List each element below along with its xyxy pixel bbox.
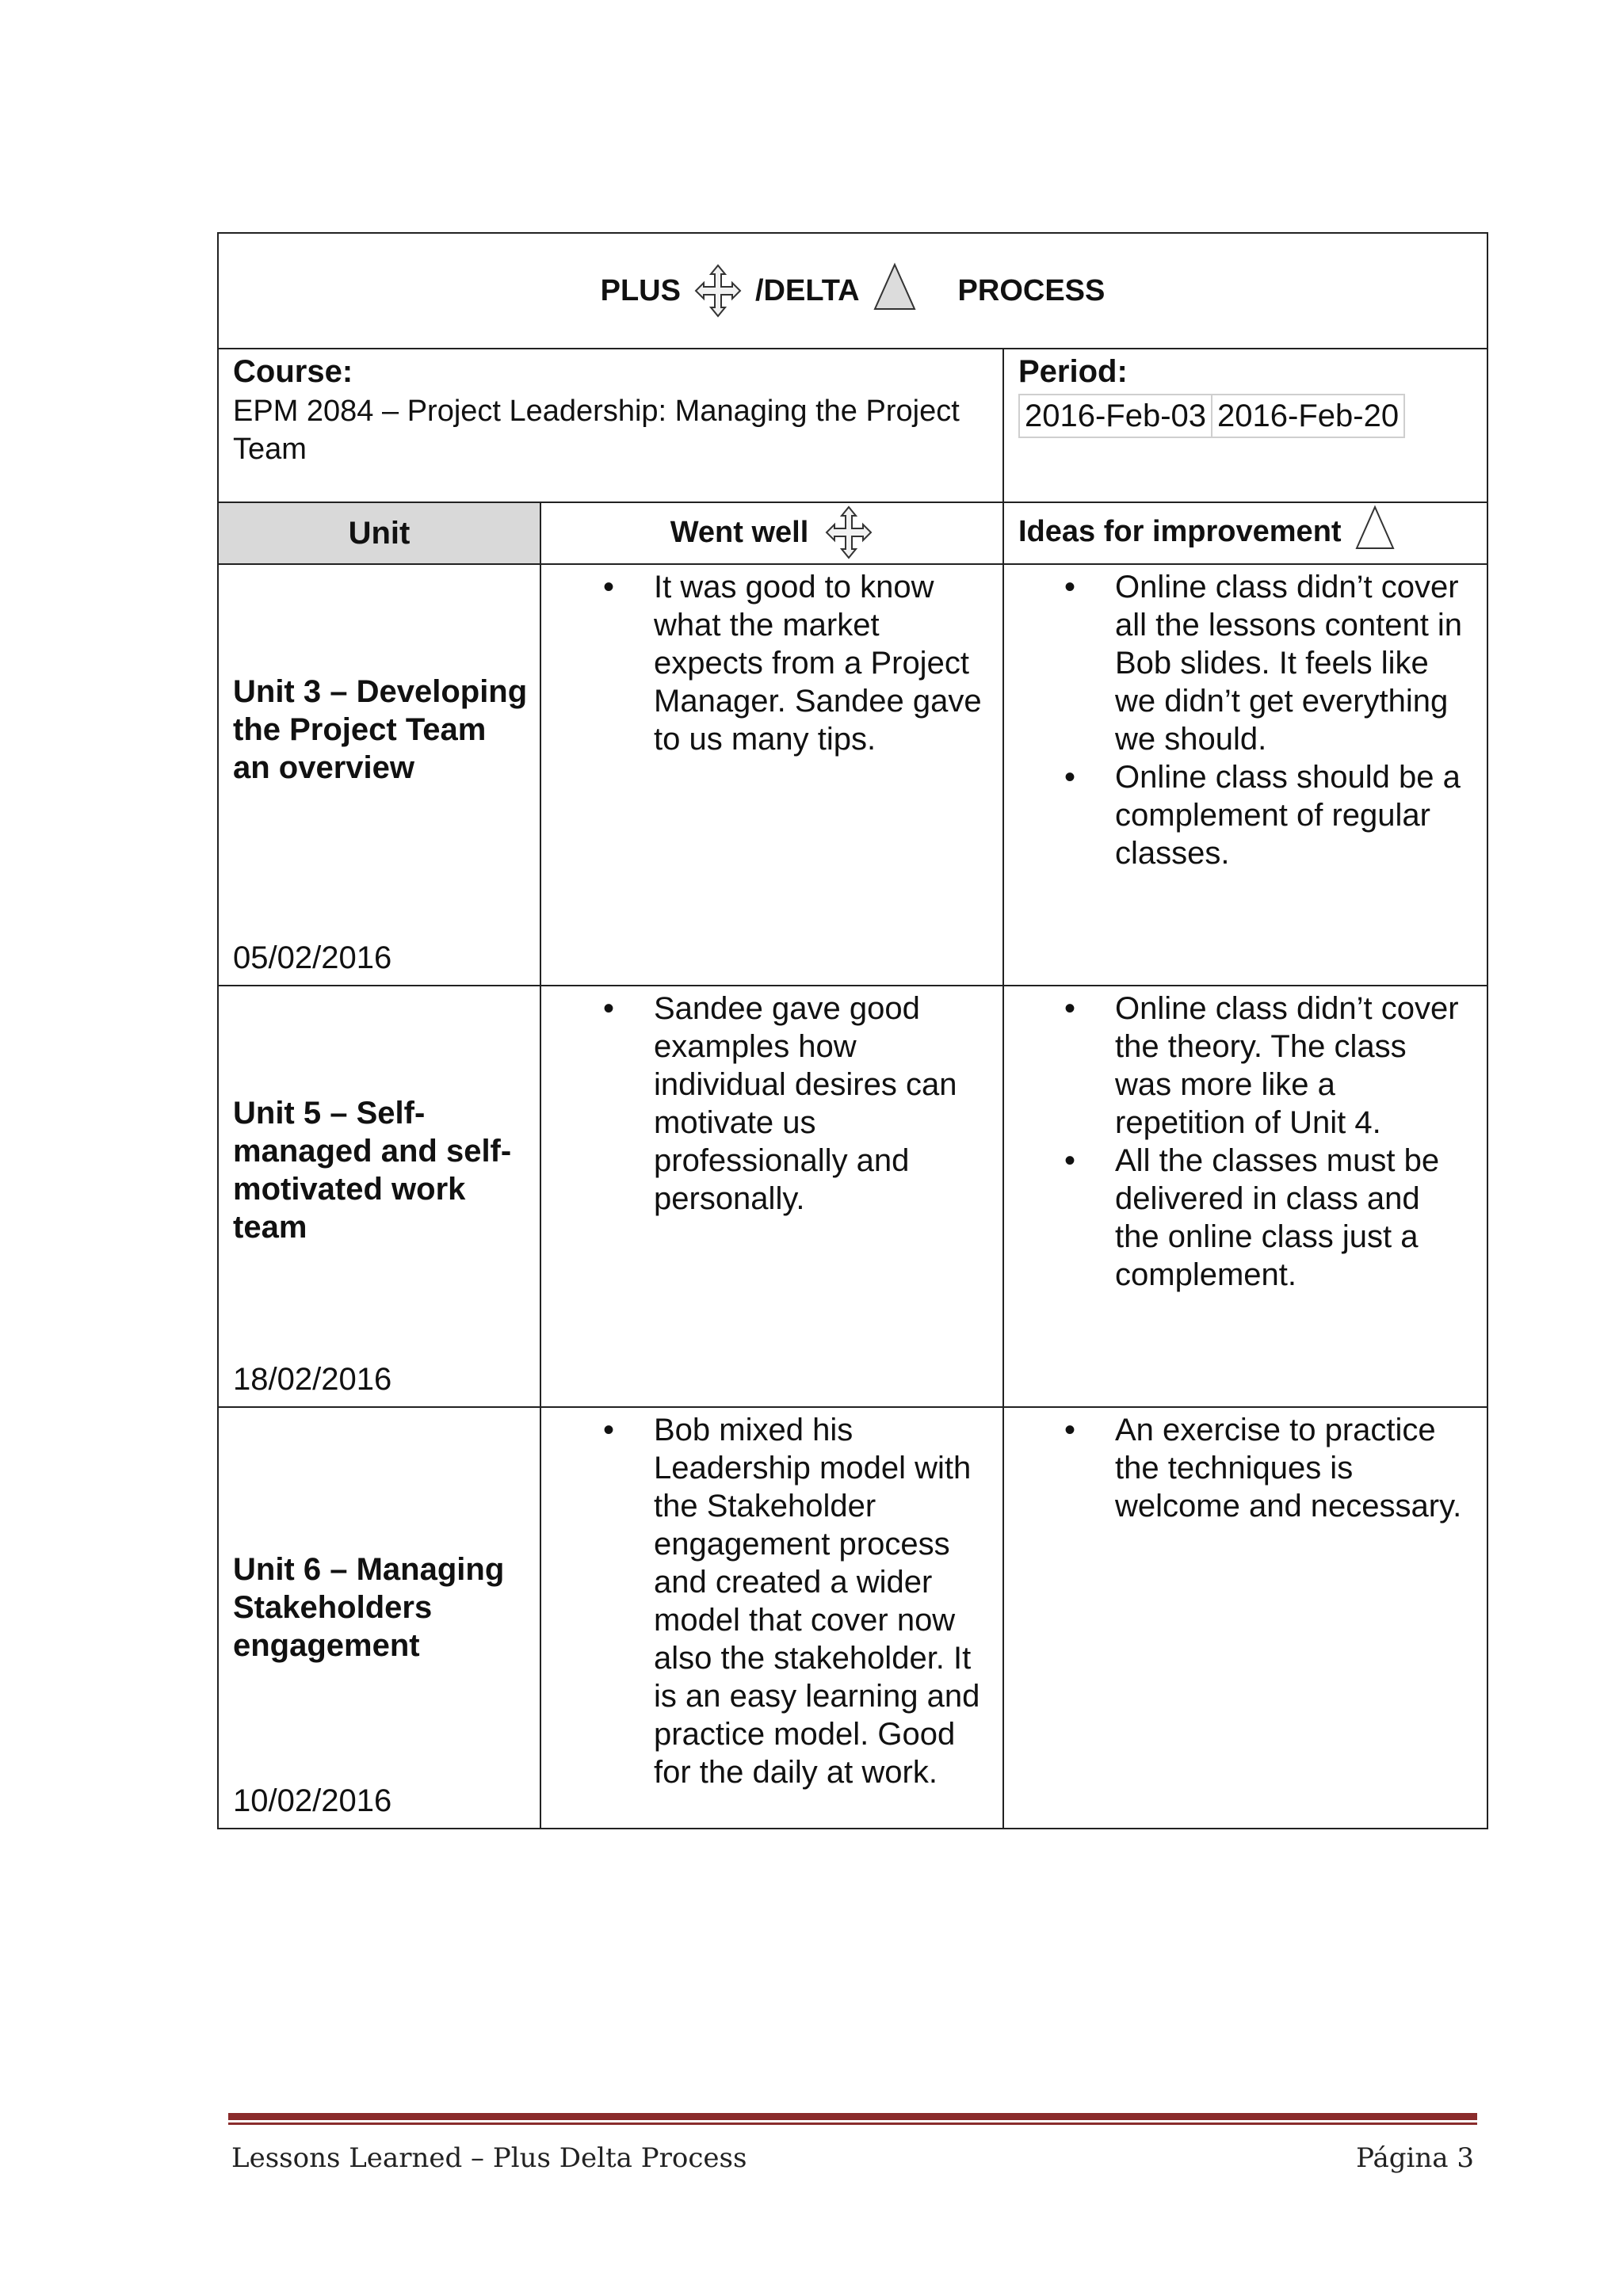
- footer-document-title: Lessons Learned – Plus Delta Process: [231, 2142, 747, 2174]
- ideas-cell: [1003, 986, 1487, 1407]
- ideas-cell: [1003, 564, 1487, 986]
- idea-item: • Online class should be a complement of regular classes.: [1004, 758, 1487, 872]
- went-well-move-icon: [824, 505, 873, 560]
- unit-date: 10/02/2016: [233, 1783, 392, 1818]
- course-cell: [218, 349, 1003, 502]
- unit-cell: [218, 564, 540, 986]
- unit-title: Unit 6 – Managing Stakeholders engagement: [233, 1552, 505, 1663]
- went-well-column-header: [540, 502, 1003, 564]
- plus-label: PLUS: [600, 273, 681, 307]
- period-start-field[interactable]: 2016-Feb-03: [1018, 394, 1212, 438]
- process-label: PROCESS: [957, 273, 1106, 307]
- table-row: [218, 1407, 1487, 1829]
- delta-label: /DELTA: [754, 273, 860, 307]
- page-footer: [228, 2113, 1477, 2174]
- idea-item: • An exercise to practice the techniques is welcome and necessary.: [1004, 1411, 1487, 1525]
- unit-date: 18/02/2016: [233, 1362, 392, 1397]
- table-row: [218, 986, 1487, 1407]
- period-range: [1018, 394, 1472, 438]
- footer-rule: [228, 2113, 1477, 2120]
- ideas-column-header: [1003, 502, 1487, 564]
- course-name: EPM 2084 – Project Leadership: Managing the Project Team: [233, 395, 960, 466]
- unit-title: Unit 5 – Self-managed and self-motivated work team: [233, 1096, 512, 1245]
- went-well-item: • Bob mixed his Leadership model with the Stakeholder engagement process and created a wider model that cover now also the stakeholder. It is an easy learning and practice model. Good for the daily at work.: [541, 1411, 1002, 1791]
- went-well-cell: [540, 1407, 1003, 1829]
- unit-cell: [218, 1407, 540, 1829]
- ideas-delta-icon: [1354, 505, 1396, 559]
- period-label: Period:: [1018, 354, 1128, 389]
- idea-item: • Online class didn’t cover the theory. The class was more like a repetition of Unit 4.: [1004, 990, 1487, 1142]
- went-well-cell: [540, 986, 1003, 1407]
- plus-delta-table: [217, 232, 1488, 1829]
- unit-cell: [218, 986, 540, 1407]
- went-well-item: • It was good to know what the market expects from a Project Manager. Sandee gave to us many tips.: [541, 568, 1002, 758]
- ideas-cell: [1003, 1407, 1487, 1829]
- ideas-label: Ideas for improvement: [1018, 514, 1342, 548]
- delta-triangle-icon: [873, 262, 917, 319]
- footer-page-number: Página 3: [1356, 2142, 1474, 2174]
- unit-column-header: Unit: [218, 502, 540, 564]
- idea-item: • All the classes must be delivered in class and the online class just a complement.: [1004, 1142, 1487, 1294]
- plus-delta-form: [217, 232, 1487, 1829]
- table-row: [218, 564, 1487, 986]
- period-end-field[interactable]: 2016-Feb-20: [1212, 394, 1405, 438]
- unit-date: 05/02/2016: [233, 940, 392, 975]
- went-well-label: Went well: [670, 515, 809, 549]
- plus-move-icon: [693, 263, 743, 318]
- idea-item: • Online class didn’t cover all the lessons content in Bob slides. It feels like we didn’t get everything we should.: [1004, 568, 1487, 758]
- period-cell: [1003, 349, 1487, 502]
- title-cell: [218, 233, 1487, 349]
- unit-title: Unit 3 – Developing the Project Team an overview: [233, 674, 528, 785]
- course-label: Course:: [233, 354, 353, 389]
- form-title: [601, 262, 1106, 319]
- went-well-cell: [540, 564, 1003, 986]
- went-well-item: • Sandee gave good examples how individual desires can motivate us professionally and personally.: [541, 990, 1002, 1218]
- footer-rule-thin: [228, 2122, 1477, 2125]
- column-header-row: [218, 502, 1487, 564]
